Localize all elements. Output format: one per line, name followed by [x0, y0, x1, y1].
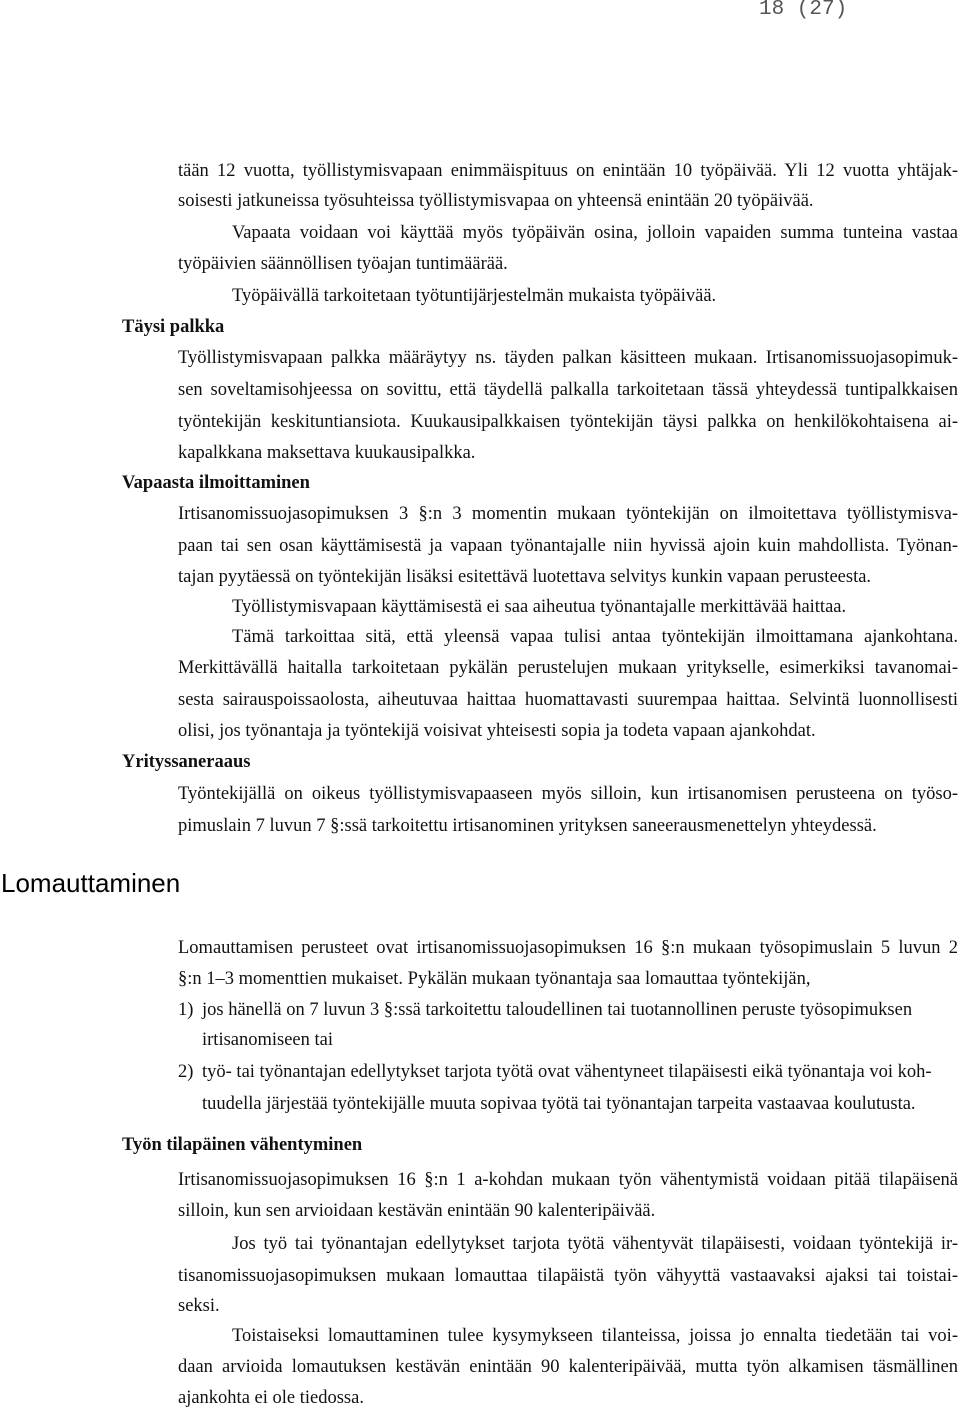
list-marker: 1) — [178, 1000, 194, 1020]
paragraph-line: työntekijän keskituntiansiota. Kuukausipalkkaisen työntekijän täysi palkka on henkilökohtaisena ai- — [178, 412, 958, 432]
paragraph-line: olisi, jos työnantaja ja työntekijä voisivat yhteisesti sopia ja todeta vapaan ajankohdat. — [178, 721, 816, 741]
paragraph-line: pimuslain 7 luvun 7 §:ssä tarkoitettu irtisanominen yrityksen saneerausmenettelyn yhteydessä. — [178, 816, 877, 836]
heading-yrityssaneeraus: Yrityssaneraaus — [122, 752, 251, 772]
paragraph-line: soisesti jatkuneissa työsuhteissa työllistymisvapaa on yhteensä enintään 20 työpäivää. — [178, 191, 814, 211]
paragraph-line: §:n 1–3 momenttien mukaiset. Pykälän mukaan työnantaja saa lomauttaa työntekijän, — [178, 969, 811, 989]
paragraph-line: ajankohta ei ole tiedossa. — [178, 1388, 364, 1408]
paragraph-line: seksi. — [178, 1296, 220, 1316]
paragraph-line: daan arvioida lomautuksen kestävän enintään 90 kalenteripäivää, mutta työn alkamisen täsmällinen — [178, 1357, 958, 1377]
paragraph-line: tajan pyytäessä on työntekijän lisäksi esitettävä luotettava selvitys kunkin vapaan perusteesta. — [178, 567, 872, 587]
paragraph-line: Irtisanomissuojasopimuksen 16 §:n 1 a-kohdan mukaan työn vähentymistä voidaan pitää tilapäisenä — [178, 1170, 958, 1190]
paragraph-line: Työpäivällä tarkoitetaan työtuntijärjestelmän mukaista työpäivää. — [232, 286, 717, 306]
paragraph-line: Jos työ tai työnantajan edellytykset tarjota työtä vähentyvät tilapäisesti, voidaan työntekijä ir- — [232, 1234, 958, 1254]
list-marker: 2) — [178, 1062, 194, 1082]
paragraph-line: työpäivien säännöllisen työajan tuntimäärää. — [178, 254, 508, 274]
list-item-line: tuudella järjestää työntekijälle muuta sopivaa työtä tai työnantajan tarpeita vastaavaa koulutusta. — [202, 1094, 916, 1114]
paragraph-line: paan tai sen osan käyttämisestä ja vapaan työnantajalle niin hyvissä ajoin kuin mahdollista. Työnan- — [178, 536, 958, 556]
section-title-lomauttaminen: Lomauttaminen — [1, 868, 181, 898]
heading-taysi-palkka: Täysi palkka — [122, 317, 225, 337]
list-item-line: työ- tai työnantajan edellytykset tarjota työtä ovat vähentyneet tilapäisesti eikä työnantaja voi koh- — [202, 1062, 932, 1082]
paragraph-line: tisanomissuojasopimuksen mukaan lomauttaa tilapäistä työn vähyyttä vastaavaksi ajaksi tai toistai- — [178, 1266, 958, 1286]
list-item-line: irtisanomiseen tai — [202, 1030, 334, 1050]
paragraph-line: kapalkkana maksettava kuukausipalkka. — [178, 443, 476, 463]
paragraph-line: Tämä tarkoittaa sitä, että yleensä vapaa tulisi antaa työntekijän ilmoittamana ajankohtana. — [232, 627, 958, 647]
paragraph-line: Vapaata voidaan voi käyttää myös työpäivän osina, jolloin vapaiden summa tunteina vastaa — [232, 223, 958, 243]
paragraph-line: silloin, kun sen arvioidaan kestävän enintään 90 kalenteripäivää. — [178, 1201, 656, 1221]
paragraph-line: Toistaiseksi lomauttaminen tulee kysymykseen tilanteissa, joissa jo ennalta tiedetään tai voi- — [232, 1326, 958, 1346]
page-number: 18 (27) — [759, 0, 848, 21]
heading-vapaasta-ilmoittaminen: Vapaasta ilmoittaminen — [122, 473, 310, 493]
paragraph-line: sen soveltamisohjeessa on sovittu, että täydellä palkalla tarkoitetaan tässä yhteydessä tuntipalkkaisen — [178, 380, 958, 400]
paragraph-line: tään 12 vuotta, työllistymisvapaan enimmäispituus on enintään 10 työpäivää. Yli 12 vuotta yhtäjak- — [178, 161, 958, 181]
list-item-line: jos hänellä on 7 luvun 3 §:ssä tarkoitettu taloudellinen tai tuotannollinen peruste työsopimuksen — [202, 1000, 913, 1020]
paragraph-line: Merkittävällä haitalla tarkoitetaan pykälän perustelujen mukaan yritykselle, esimerkiksi tavanomai- — [178, 658, 958, 678]
paragraph-line: Työllistymisvapaan palkka määräytyy ns. täyden palkan käsitteen mukaan. Irtisanomissuojasopimuk- — [178, 348, 958, 368]
paragraph-line: Työntekijällä on oikeus työllistymisvapaaseen myös silloin, kun irtisanomisen perusteena on työso- — [178, 784, 958, 804]
paragraph-line: Lomauttamisen perusteet ovat irtisanomissuojasopimuksen 16 §:n mukaan työsopimuslain 5 luvun 2 — [178, 938, 958, 958]
paragraph-line: sesta sairauspoissaolosta, aiheutuvaa haittaa huomattavasti suurempaa haittaa. Selvintä luonnollisesti — [178, 690, 958, 710]
paragraph-line: Työllistymisvapaan käyttämisestä ei saa aiheutua työnantajalle merkittävää haittaa. — [232, 597, 847, 617]
paragraph-line: Irtisanomissuojasopimuksen 3 §:n 3 momentin mukaan työntekijän on ilmoitettava työllistymisva- — [178, 504, 958, 524]
heading-tyon-tilapainen-vahentyminen: Työn tilapäinen vähentyminen — [122, 1135, 363, 1155]
